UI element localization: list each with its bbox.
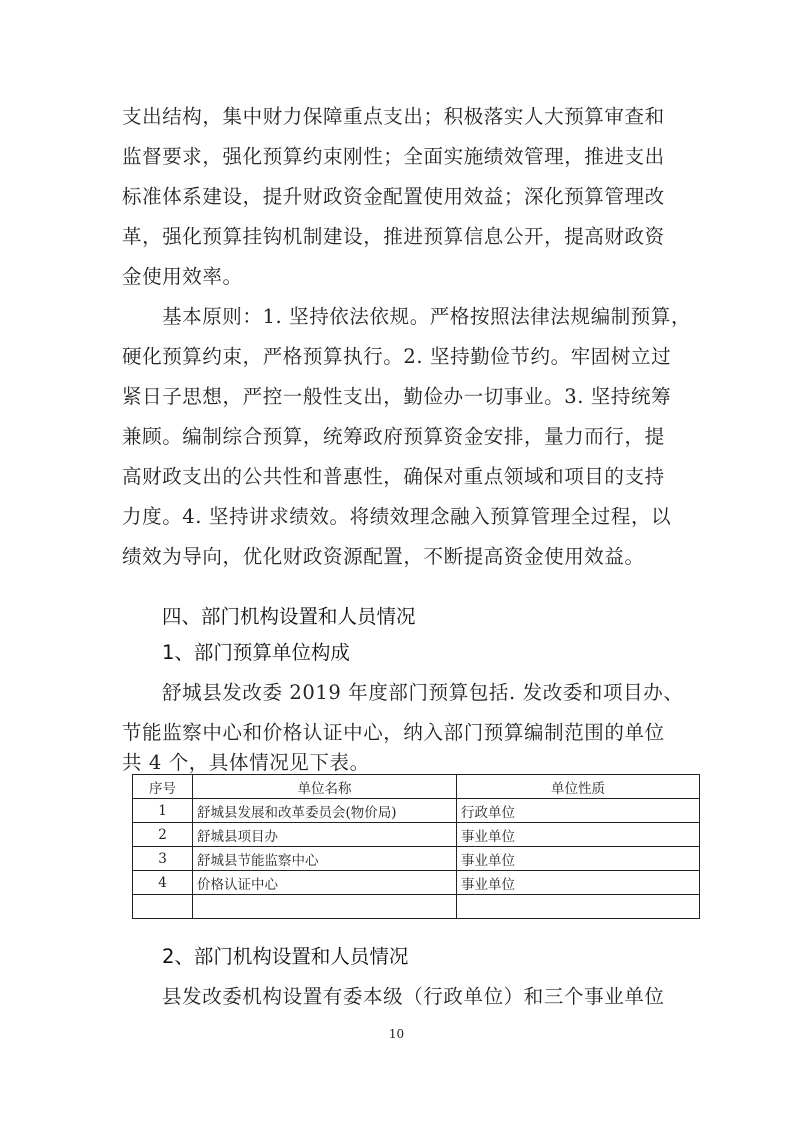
cell-number: 3 — [133, 847, 193, 871]
table-row — [133, 799, 700, 823]
cell-number: 2 — [133, 823, 193, 847]
cell-unit-type: 行政单位 — [457, 799, 700, 823]
cell-unit-name — [193, 895, 457, 919]
cell-unit-name: 舒城县节能监察中心 — [193, 847, 457, 871]
text-line: 支出结构，集中财力保障重点支出；积极落实人大预算审查和 — [122, 105, 665, 128]
text-line: 绩效为导向，优化财政资源配置，不断提高资金使用效益。 — [122, 545, 645, 568]
cell-unit-type: 事业单位 — [457, 823, 700, 847]
text-line: 基本原则：1. 坚持依法依规。严格按照法律法规编制预算， — [162, 305, 692, 328]
cell-unit-name: 舒城县发展和改革委员会(物价局) — [193, 799, 457, 823]
cell-unit-type: 事业单位 — [457, 847, 700, 871]
section-heading: 四、部门机构设置和人员情况 — [162, 605, 416, 628]
text-line: 高财政支出的公共性和普惠性，确保对重点领域和项目的支持 — [122, 465, 665, 488]
text-line: 共 4 个，具体情况见下表。 — [122, 751, 370, 774]
text-line: 节能监察中心和价格认证中心，纳入部门预算编制范围的单位 — [122, 721, 665, 744]
table-header-row — [133, 775, 700, 799]
text-line: 舒城县发改委 2019 年度部门预算包括. 发改委和项目办、 — [162, 681, 684, 704]
text-line: 紧日子思想，严控一般性支出，勤俭办一切事业。3. 坚持统筹 — [122, 385, 672, 408]
cell-unit-type: 事业单位 — [457, 871, 700, 895]
cell-unit-type — [457, 895, 700, 919]
subheading-unit-composition: 1、部门预算单位构成 — [162, 641, 350, 664]
column-header-number: 序号 — [133, 775, 193, 799]
cell-unit-name: 价格认证中心 — [193, 871, 457, 895]
text-line: 力度。4. 坚持讲求绩效。将绩效理念融入预算管理全过程，以 — [122, 505, 672, 528]
text-line: 监督要求，强化预算约束刚性；全面实施绩效管理，推进支出 — [122, 145, 665, 168]
column-header-unit-type: 单位性质 — [457, 775, 700, 799]
text-line: 县发改委机构设置有委本级（行政单位）和三个事业单位 — [162, 985, 665, 1008]
cell-number: 1 — [133, 799, 193, 823]
text-line: 金使用效率。 — [122, 265, 243, 288]
table-row — [133, 871, 700, 895]
page-number: 10 — [388, 1027, 405, 1041]
text-line: 革，强化预算挂钩机制建设，推进预算信息公开，提高财政资 — [122, 225, 665, 248]
cell-unit-name: 舒城县项目办 — [193, 823, 457, 847]
table-row — [133, 823, 700, 847]
table-row — [133, 847, 700, 871]
table-row — [133, 895, 700, 919]
cell-number — [133, 895, 193, 919]
subheading-org-and-staff: 2、部门机构设置和人员情况 — [162, 945, 409, 968]
column-header-unit-name: 单位名称 — [193, 775, 457, 799]
text-line: 兼顾。编制综合预算，统筹政府预算资金安排，量力而行，提 — [122, 425, 665, 448]
budget-units-table — [132, 774, 700, 919]
cell-number: 4 — [133, 871, 193, 895]
text-line: 标准体系建设，提升财政资金配置使用效益；深化预算管理改 — [122, 185, 665, 208]
text-line: 硬化预算约束，严格预算执行。2. 坚持勤俭节约。牢固树立过 — [122, 345, 672, 368]
